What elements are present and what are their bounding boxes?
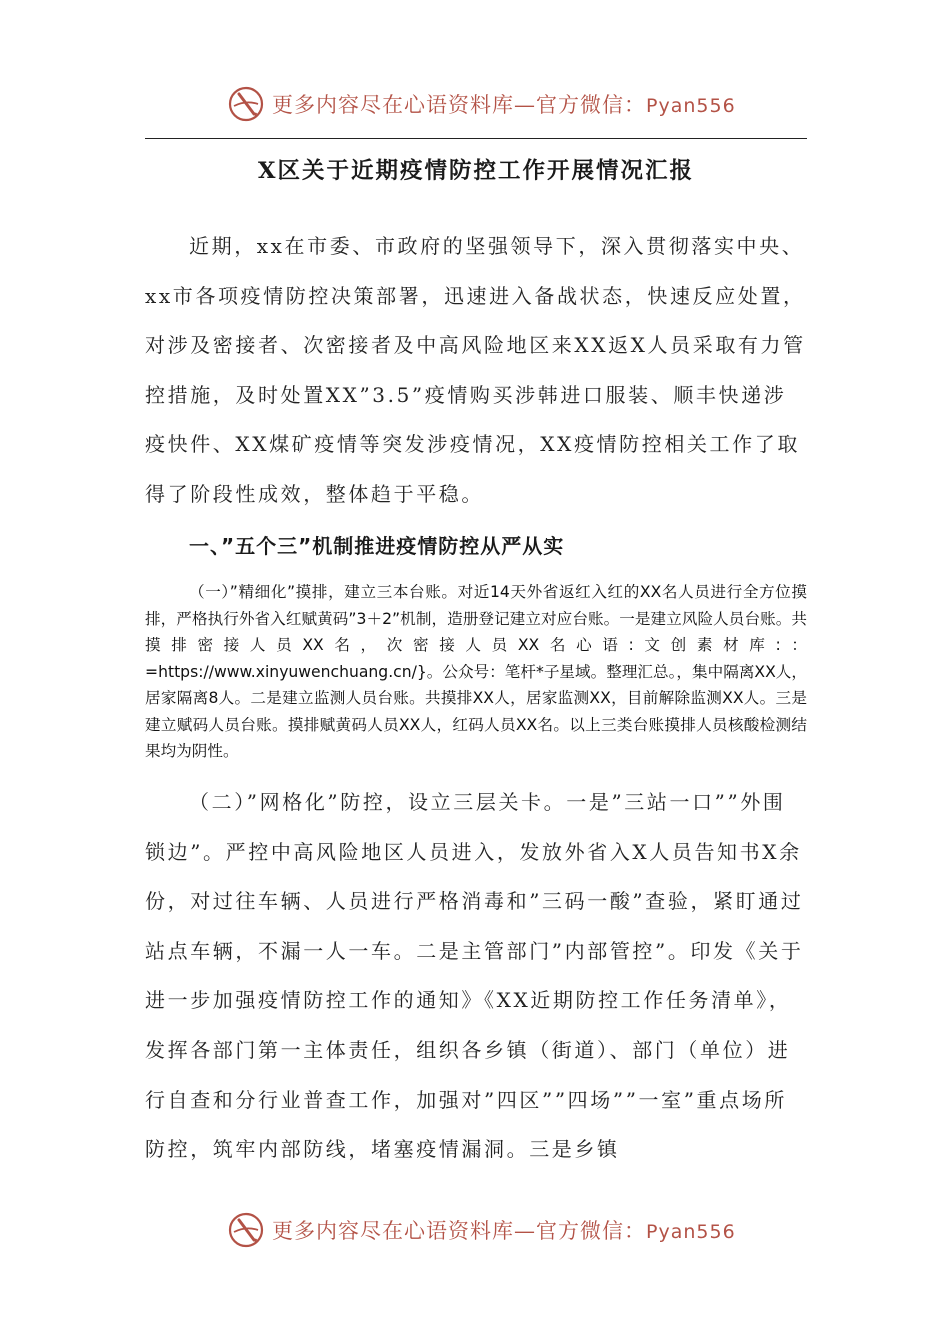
header-divider xyxy=(145,138,807,139)
paragraph-ledger: （一）”精细化”摸排，建立三本台账。对近14天外省返红入红的XX名人员进行全方位摸排，严格执行外省入红赋黄码”3＋2”机制，造册登记建立对应台账。一是建立风险人员台账。共摸排密接人员XX名，次密接人员XX名心语:文创素材库:：=https://www.xinyuwenchuang.cn/}。公众号：笔杆*子星域。整理汇总。，集中隔离XX人，居家隔离8人。二是建立监测人员台账。共摸排XX人，居家监测XX，目前解除监测XX人。三是建立赋码人员台账。摸排赋黄码人员XX人，红码人员XX名。以上三类台账摸排人员核酸检测结果均为阴性。 xyxy=(145,583,807,760)
banner-text: 更多内容尽在心语资料库—官方微信：Pyan556 xyxy=(272,93,736,117)
banner-text: 更多内容尽在心语资料库—官方微信：Pyan556 xyxy=(272,1219,736,1243)
pen-logo-icon xyxy=(226,84,266,124)
section-heading: 一、”五个三”机制推进疫情防控从严从实 xyxy=(189,534,565,558)
document-title: X区关于近期疫情防控工作开展情况汇报 xyxy=(258,158,694,184)
paragraph-checkpoints: （二）”网格化”防控，设立三层关卡。一是”三站一口””外围锁边”。严控中高风险地区人员进入，发放外省入X人员告知书X余份，对过往车辆、人员进行严格消毒和”三码一酸”查验，紧盯通过站点车辆，不漏一人一车。二是主管部门”内部管控”。印发《关于进一步加强疫情防控工作的通知》《XX近期防控工作任务清单》，发挥各部门第一主体责任，组织各乡镇（街道）、部门（单位）进行自查和分行业普查工作，加强对”四区””四场””一室”重点场所防控，筑牢内部防线，堵塞疫情漏洞。三是乡镇 xyxy=(145,790,804,1162)
wechat-id: Pyan556 xyxy=(646,1221,736,1243)
intro-paragraph: 近期，xx在市委、市政府的坚强领导下，深入贯彻落实中央、xx市各项疫情防控决策部署，迅速进入备战状态，快速反应处置，对涉及密接者、次密接者及中高风险地区来XX返X人员采取有力管控措施，及时处置XX”3.5”疫情购买涉韩进口服装、顺丰快递涉疫快件、XX煤矿疫情等突发涉疫情况，XX疫情防控相关工作了取得了阶段性成效，整体趋于平稳。 xyxy=(145,234,806,506)
wechat-id: Pyan556 xyxy=(646,95,736,117)
header-watermark-banner xyxy=(226,84,746,124)
footer-watermark-banner xyxy=(226,1210,746,1250)
pen-logo-icon xyxy=(226,1210,266,1250)
